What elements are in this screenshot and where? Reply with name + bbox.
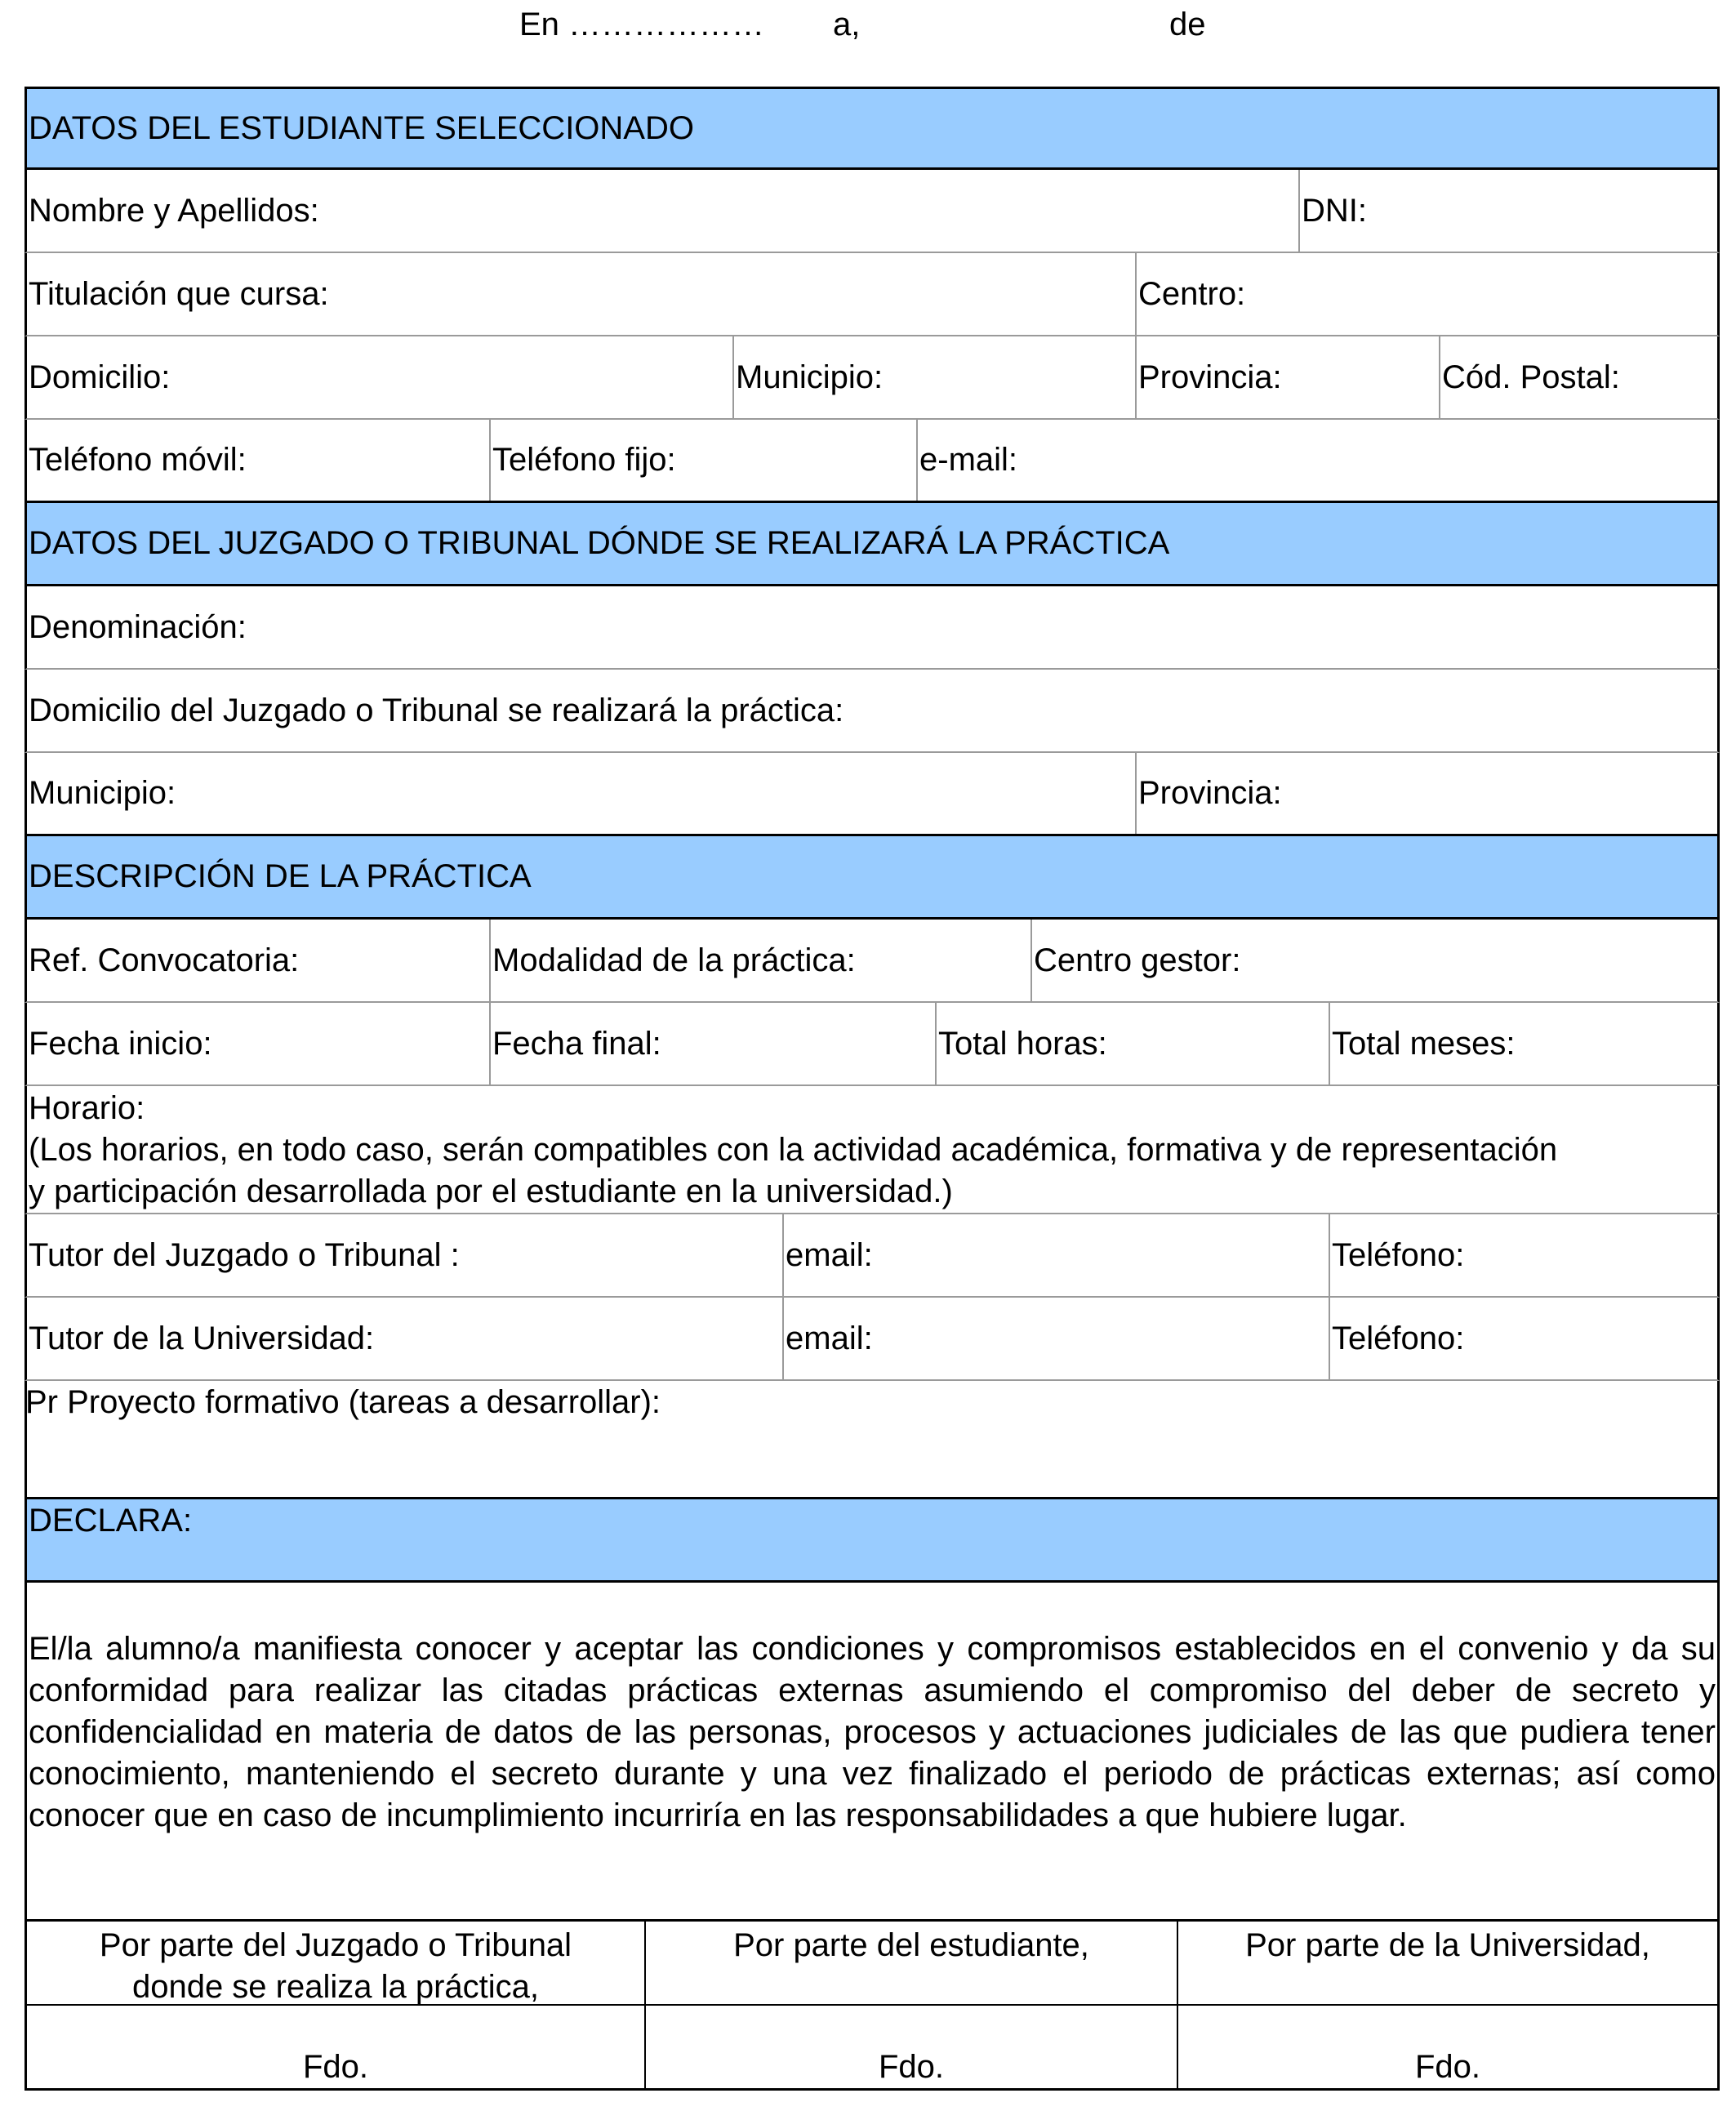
centro-gestor-field[interactable]: Centro gestor: [1030, 920, 1717, 1001]
section-court-header [24, 503, 1720, 586]
court-row-address [24, 670, 1720, 753]
firma-juzgado-fdo[interactable]: Fdo. [302, 2049, 369, 2085]
day-label[interactable]: a, [833, 7, 861, 42]
court-provincia-field[interactable]: Provincia: [1135, 753, 1717, 834]
firma-universidad-fdo[interactable]: Fdo. [1177, 2006, 1717, 2088]
court-row-name [24, 586, 1720, 670]
tel-movil-field[interactable]: Teléfono móvil: [29, 442, 247, 478]
section-student-header [24, 87, 1720, 170]
month-label[interactable]: de [1169, 7, 1206, 42]
modalidad-field[interactable]: Modalidad de la práctica: [489, 920, 1030, 1001]
nombre-field[interactable]: Nombre y Apellidos: [29, 192, 319, 229]
firma-universidad-label: Por parte de la Universidad, [1177, 1922, 1717, 2004]
municipio-field[interactable]: Municipio: [732, 336, 1135, 418]
place-date-line [0, 0, 1736, 57]
practice-form [24, 87, 1720, 2091]
signature-labels-row [24, 1922, 1720, 2006]
firma-estudiante-label: Por parte del estudiante, [644, 1922, 1177, 2004]
signature-fdo-row [24, 2006, 1720, 2091]
declara-text: El/la alumno/a manifiesta conocer y aceptar las condiciones y compromisos establecidos en el convenio y da su conformidad para realizar las citadas prácticas externas asumiendo el compromiso del deber de secreto y confidencialidad en materia de datos de las personas, procesos y actuaciones judiciales de las que pudiera tener conocimiento, manteniendo el secreto durante y una vez finalizado el periodo de prácticas externas; así como conocer que en caso de incumplimiento incurriría en las responsabilidades a que hubiere lugar. [29, 1631, 1716, 1833]
section-title: DATOS DEL JUZGADO O TRIBUNAL DÓNDE SE REALIZARÁ LA PRÁCTICA [29, 525, 1170, 561]
student-row-address [24, 336, 1720, 420]
fecha-final-field[interactable]: Fecha final: [489, 1003, 935, 1084]
tutor-univ-email-field[interactable]: email: [782, 1298, 1329, 1379]
section-practice-header [24, 836, 1720, 920]
practice-row-ref [24, 920, 1720, 1003]
tel-fijo-field[interactable]: Teléfono fijo: [489, 420, 916, 501]
dni-field[interactable]: DNI: [1298, 170, 1717, 252]
horario-label: Horario: [29, 1090, 145, 1126]
section-title: DECLARA: [29, 1503, 193, 1539]
titulacion-field[interactable]: Titulación que cursa: [29, 275, 329, 312]
section-title: DATOS DEL ESTUDIANTE SELECCIONADO [29, 109, 694, 146]
practice-row-schedule [24, 1086, 1720, 1214]
court-domicilio-field[interactable]: Domicilio del Juzgado o Tribunal se realizará la práctica: [29, 692, 844, 728]
cod-postal-field[interactable]: Cód. Postal: [1439, 336, 1717, 418]
practice-row-tutor-court [24, 1214, 1720, 1298]
ref-convocatoria-field[interactable]: Ref. Convocatoria: [29, 942, 300, 978]
place-label[interactable]: En ……………… [519, 7, 765, 42]
proyecto-field[interactable]: Pr Proyecto formativo (tareas a desarrollar): [25, 1384, 661, 1420]
firma-juzgado-label [27, 1922, 644, 2004]
tutor-univ-tel-field[interactable]: Teléfono: [1329, 1298, 1717, 1379]
student-row-contact [24, 420, 1720, 503]
tutor-univ-field[interactable]: Tutor de la Universidad: [29, 1320, 375, 1356]
firma-juzgado-line1: Por parte del Juzgado o Tribunal [99, 1927, 572, 1963]
student-row-name [24, 170, 1720, 253]
firma-estudiante-fdo[interactable]: Fdo. [644, 2006, 1177, 2088]
section-title: DESCRIPCIÓN DE LA PRÁCTICA [29, 858, 532, 894]
centro-field[interactable]: Centro: [1135, 253, 1717, 335]
fecha-inicio-field[interactable]: Fecha inicio: [29, 1025, 212, 1062]
total-horas-field[interactable]: Total horas: [935, 1003, 1329, 1084]
email-field[interactable]: e-mail: [916, 420, 1717, 501]
horario-note-line2: y participación desarrollada por el estudiante en la universidad.) [29, 1174, 953, 1209]
firma-juzgado-line2: donde se realiza la práctica, [131, 1969, 540, 2005]
section-declara-header [24, 1499, 1720, 1583]
declara-body [24, 1583, 1720, 1922]
court-row-location [24, 753, 1720, 836]
student-row-degree [24, 253, 1720, 336]
practice-row-tutor-univ [24, 1298, 1720, 1381]
provincia-field[interactable]: Provincia: [1135, 336, 1439, 418]
domicilio-field[interactable]: Domicilio: [29, 359, 171, 395]
horario-note-line1: (Los horarios, en todo caso, serán compatibles con la actividad académica, formativa y de representación [29, 1132, 1558, 1168]
tutor-juzgado-tel-field[interactable]: Teléfono: [1329, 1214, 1717, 1296]
practice-row-project [24, 1381, 1720, 1499]
horario-field[interactable] [27, 1086, 1717, 1213]
denominacion-field[interactable]: Denominación: [29, 608, 247, 645]
total-meses-field[interactable]: Total meses: [1329, 1003, 1717, 1084]
tutor-juzgado-field[interactable]: Tutor del Juzgado o Tribunal : [29, 1236, 460, 1273]
tutor-juzgado-email-field[interactable]: email: [782, 1214, 1329, 1296]
practice-row-dates [24, 1003, 1720, 1086]
court-municipio-field[interactable]: Municipio: [29, 775, 176, 811]
